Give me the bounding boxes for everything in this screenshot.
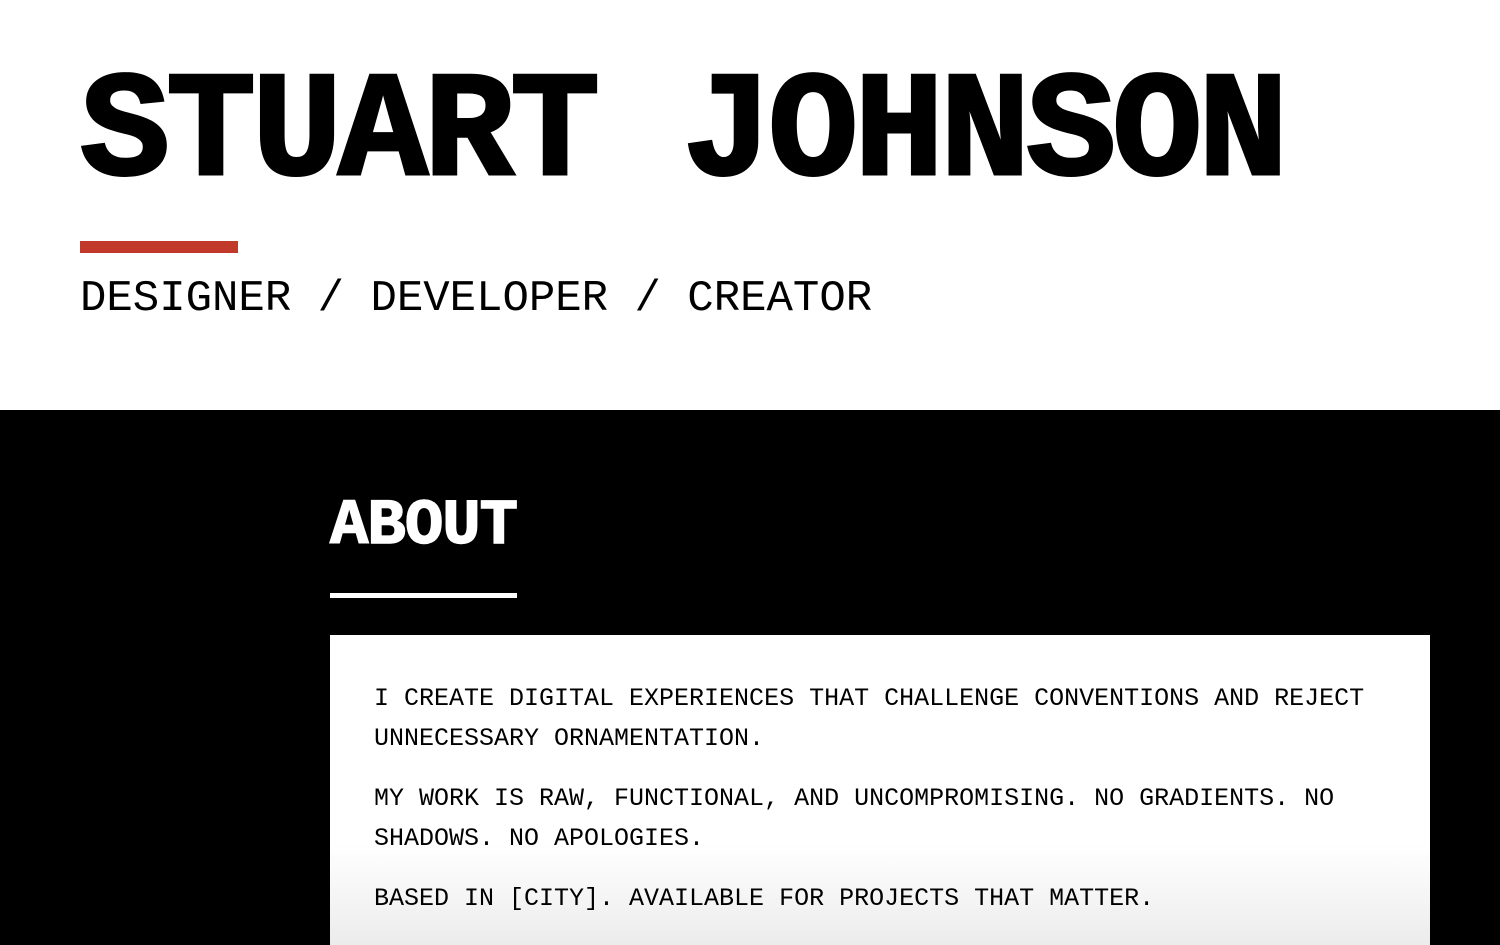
- about-paragraph: BASED IN [CITY]. AVAILABLE FOR PROJECTS THAT MATTER.: [374, 884, 1155, 913]
- tagline: DESIGNER / DEVELOPER / CREATOR: [80, 274, 873, 324]
- about-card: [330, 635, 1430, 945]
- about-paragraph: MY WORK IS RAW, FUNCTIONAL, AND UNCOMPROMISING. NO GRADIENTS. NO SHADOWS. NO APOLOGIES.: [374, 784, 1335, 853]
- about-paragraph: I CREATE DIGITAL EXPERIENCES THAT CHALLENGE CONVENTIONS AND REJECT UNNECESSARY ORNAMENTATION.: [374, 684, 1365, 753]
- about-heading: ABOUT: [330, 495, 517, 598]
- about-section: [0, 410, 1500, 945]
- site-title: STUART JOHNSON: [80, 50, 1285, 220]
- page-header: [0, 0, 1500, 410]
- accent-divider: [80, 241, 238, 253]
